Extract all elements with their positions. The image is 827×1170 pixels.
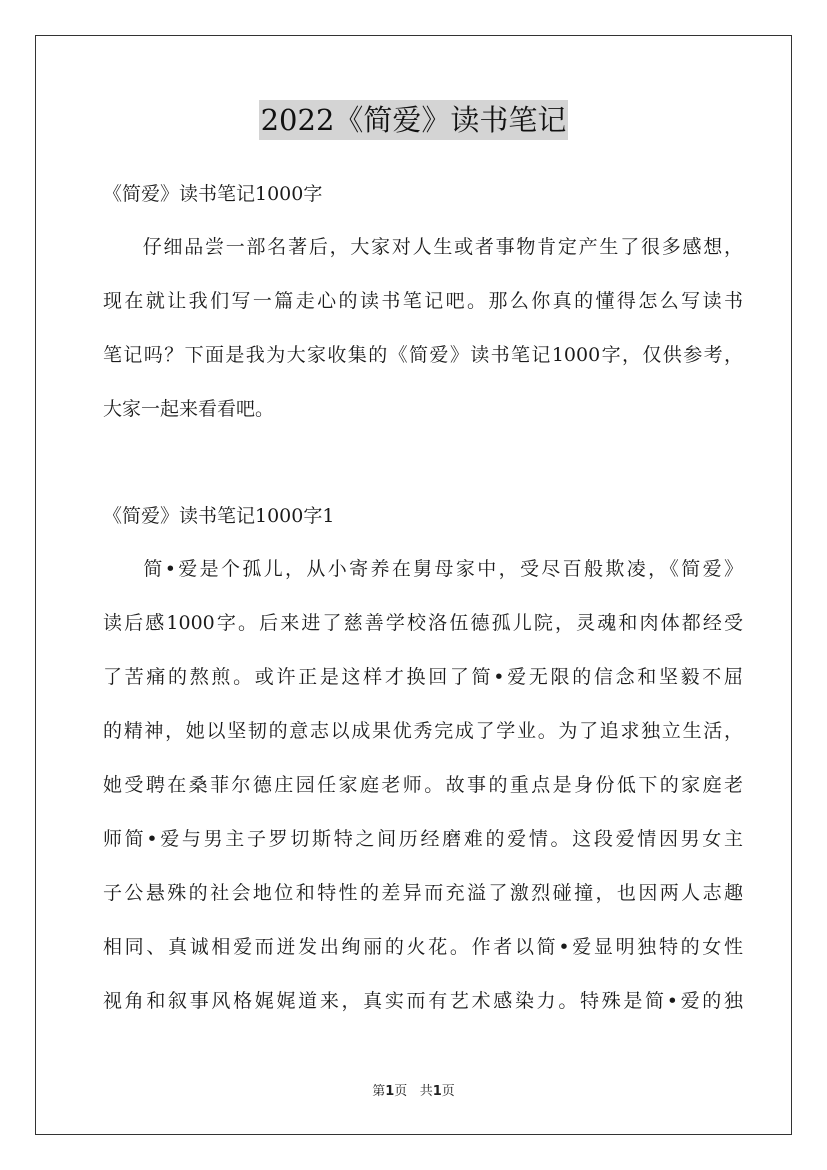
document-subtitle: 《简爱》读书笔记1000字: [103, 183, 323, 205]
body-line: 的精神，她以坚韧的意志以成果优秀完成了学业。为了追求独立生活，: [103, 720, 743, 742]
body-line: 读后感1000字。后来进了慈善学校洛伍德孤儿院，灵魂和肉体都经受: [103, 612, 743, 634]
intro-paragraph: [103, 220, 743, 436]
title-container: [0, 100, 827, 140]
body-line: 视角和叙事风格娓娓道来，真实而有艺术感染力。特殊是简•爱的独: [103, 990, 743, 1012]
body-line: 她受聘在桑菲尔德庄园任家庭老师。故事的重点是身份低下的家庭老: [103, 774, 743, 796]
intro-line: 大家一起来看看吧。: [103, 398, 275, 420]
intro-line: 现在就让我们写一篇走心的读书笔记吧。那么你真的懂得怎么写读书: [103, 290, 743, 312]
page-label-suffix: 页: [394, 1084, 408, 1099]
document-title: 2022《简爱》读书笔记: [259, 100, 569, 140]
intro-line: 笔记吗？下面是我为大家收集的《简爱》读书笔记1000字，仅供参考，: [103, 344, 743, 366]
section-heading: 《简爱》读书笔记1000字1: [103, 505, 335, 527]
page-number: 1: [385, 1084, 395, 1099]
total-label-suffix: 页: [441, 1084, 455, 1099]
body-line: 了苦痛的熬煎。或许正是这样才换回了简•爱无限的信念和坚毅不屈: [103, 666, 743, 688]
page-footer: [0, 1082, 827, 1102]
document-body: [103, 168, 743, 1028]
page-label-prefix: 第: [372, 1084, 386, 1099]
paragraph-spacer: [103, 436, 743, 490]
body-line: 相同、真诚相爱而迸发出绚丽的火花。作者以简•爱显明独特的女性: [103, 936, 743, 958]
body-line: 师简•爱与男主子罗切斯特之间历经磨难的爱情。这段爱情因男女主: [103, 828, 743, 850]
total-pages: 1: [432, 1084, 442, 1099]
body-line: 子公悬殊的社会地位和特性的差异而充溢了激烈碰撞，也因两人志趣: [103, 882, 743, 904]
body-line: 简•爱是个孤儿，从小寄养在舅母家中，受尽百般欺凌，《简爱》: [141, 558, 743, 580]
intro-line: 仔细品尝一部名著后，大家对人生或者事物肯定产生了很多感想，: [141, 236, 743, 258]
total-label-prefix: 共: [419, 1084, 433, 1099]
body-paragraph: [103, 542, 743, 1028]
